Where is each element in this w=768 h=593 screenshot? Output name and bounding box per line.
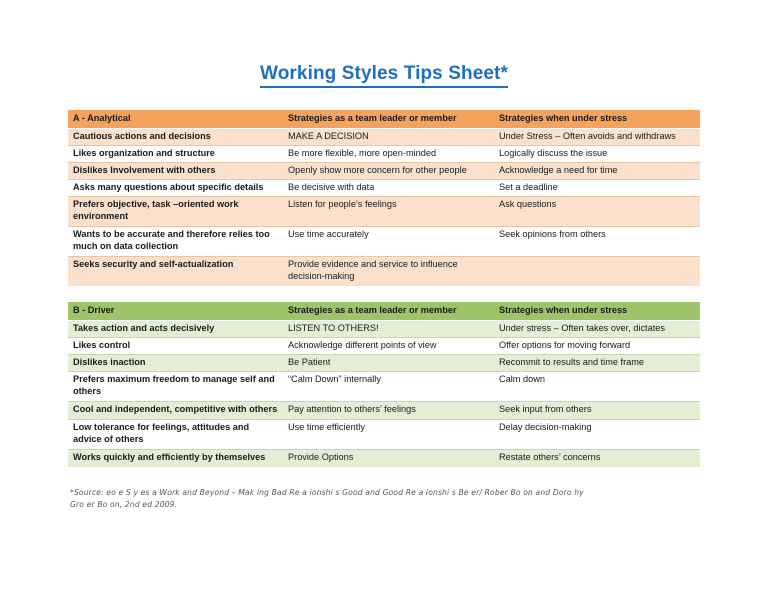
cell-trait: Seeks security and self-actualization <box>68 256 283 286</box>
table-row <box>68 337 700 354</box>
cell-stress: Set a deadline <box>494 179 700 196</box>
cell-trait: Prefers objective, task –oriented work environment <box>68 196 283 226</box>
cell-strategy: Use time efficiently <box>283 419 494 449</box>
cell-trait: Cautious actions and decisions <box>68 128 283 145</box>
cell-trait: Prefers maximum freedom to manage self and others <box>68 371 283 401</box>
cell-trait: Takes action and acts decisively <box>68 320 283 337</box>
cell-strategy: Acknowledge different points of view <box>283 337 494 354</box>
cell-strategy: Openly show more concern for other people <box>283 162 494 179</box>
source-footnote-line-2: Gro er Bo on, 2nd ed 2009. <box>70 499 178 509</box>
cell-trait: Cool and independent, competitive with others <box>68 401 283 419</box>
table-row <box>68 179 700 196</box>
table-row <box>68 419 700 449</box>
cell-strategy: Be more flexible, more open-minded <box>283 145 494 162</box>
cell-strategy: Listen for people’s feelings <box>283 196 494 226</box>
page-title-container <box>0 63 768 88</box>
table-row <box>68 162 700 179</box>
cell-trait: Wants to be accurate and therefore relies too much on data collection <box>68 226 283 256</box>
cell-strategy: Provide Options <box>283 449 494 467</box>
cell-trait: Likes control <box>68 337 283 354</box>
header-cell-stress: Strategies when under stress <box>494 110 700 128</box>
cell-stress: Delay decision-making <box>494 419 700 449</box>
cell-trait: Works quickly and efficiently by themselves <box>68 449 283 467</box>
table-header-row <box>68 302 700 320</box>
header-cell-style: B - Driver <box>68 302 283 320</box>
cell-trait: Likes organization and structure <box>68 145 283 162</box>
cell-strategy: LISTEN TO OTHERS! <box>283 320 494 337</box>
source-footnote <box>70 487 710 511</box>
table-row <box>68 256 700 286</box>
cell-stress <box>494 256 700 286</box>
cell-trait: Dislikes inaction <box>68 354 283 371</box>
cell-strategy: Be decisive with data <box>283 179 494 196</box>
table-row <box>68 145 700 162</box>
cell-stress: Recommit to results and time frame <box>494 354 700 371</box>
cell-stress: Calm down <box>494 371 700 401</box>
header-cell-stress: Strategies when under stress <box>494 302 700 320</box>
cell-stress: Logically discuss the issue <box>494 145 700 162</box>
analytical-table <box>68 110 700 286</box>
cell-strategy: MAKE A DECISION <box>283 128 494 145</box>
cell-strategy: Be Patient <box>283 354 494 371</box>
cell-strategy: Use time accurately <box>283 226 494 256</box>
header-cell-strategies: Strategies as a team leader or member <box>283 110 494 128</box>
driver-table <box>68 302 700 468</box>
source-footnote-line-1: *Source: eo e S y es a Work and Beyond – Mak ing Bad Re a ionshi s Good and Good Re a ionshi s Be er/ Rober Bo on and Doro hy <box>70 488 584 497</box>
table-row <box>68 371 700 401</box>
header-cell-strategies: Strategies as a team leader or member <box>283 302 494 320</box>
table-header-row <box>68 110 700 128</box>
cell-strategy: Pay attention to others’ feelings <box>283 401 494 419</box>
page-title: Working Styles Tips Sheet* <box>260 63 508 88</box>
cell-trait: Asks many questions about specific details <box>68 179 283 196</box>
cell-stress: Offer options for moving forward <box>494 337 700 354</box>
header-cell-style: A - Analytical <box>68 110 283 128</box>
table-row <box>68 226 700 256</box>
table-row <box>68 128 700 145</box>
cell-stress: Under stress – Often takes over, dictates <box>494 320 700 337</box>
table-row <box>68 320 700 337</box>
cell-stress: Seek opinions from others <box>494 226 700 256</box>
table-row <box>68 354 700 371</box>
cell-stress: Seek input from others <box>494 401 700 419</box>
cell-stress: Under Stress – Often avoids and withdraws <box>494 128 700 145</box>
cell-trait: Low tolerance for feelings, attitudes and advice of others <box>68 419 283 449</box>
table-row <box>68 196 700 226</box>
cell-stress: Restate others’ concerns <box>494 449 700 467</box>
cell-strategy: Provide evidence and service to influence decision-making <box>283 256 494 286</box>
cell-stress: Acknowledge a need for time <box>494 162 700 179</box>
table-row <box>68 401 700 419</box>
table-row <box>68 449 700 467</box>
cell-stress: Ask questions <box>494 196 700 226</box>
cell-trait: Dislikes Involvement with others <box>68 162 283 179</box>
cell-strategy: “Calm Down” internally <box>283 371 494 401</box>
